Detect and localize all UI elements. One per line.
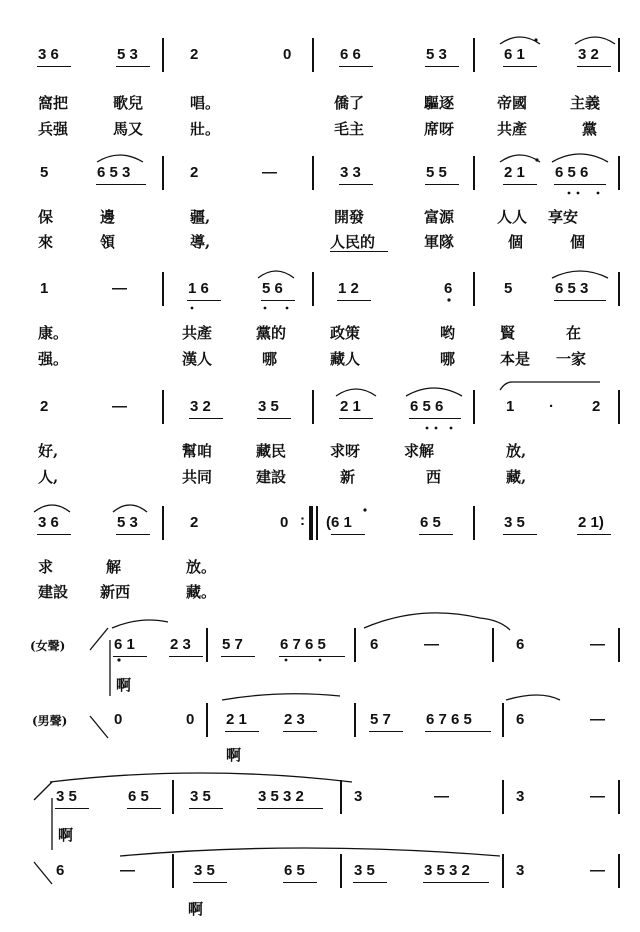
- note: 2: [190, 514, 199, 531]
- lyric: 啊: [116, 676, 132, 694]
- lyric: 個: [570, 233, 586, 251]
- note: —: [112, 398, 127, 415]
- note: 1 2: [338, 280, 359, 297]
- lyric: 享安: [548, 208, 579, 226]
- lyric: 建設: [38, 583, 69, 601]
- lyric: 求解: [404, 442, 435, 460]
- lyric: 强。: [38, 350, 69, 368]
- note: 3 3: [340, 164, 361, 181]
- note: 6: [370, 636, 379, 653]
- lyric: 兵强: [38, 120, 69, 138]
- octave-dots: [117, 38, 599, 661]
- note: 3: [354, 788, 363, 805]
- note: ·: [549, 398, 554, 415]
- note: 3: [516, 788, 525, 805]
- lyric: 人民的: [330, 233, 376, 251]
- lyric: 軍隊: [424, 233, 455, 251]
- lyric: 疆,: [190, 208, 211, 226]
- note: 3 5: [190, 788, 211, 805]
- lyric: 哟: [440, 324, 456, 342]
- note: 6 5: [284, 862, 305, 879]
- note: 2 1): [578, 514, 604, 531]
- note: 6 6: [340, 46, 361, 63]
- lyric: 放。: [186, 558, 217, 576]
- lyric: 席呀: [424, 120, 455, 138]
- lyric: 新西: [100, 583, 131, 601]
- note: 2: [190, 164, 199, 181]
- note: —: [434, 788, 449, 805]
- lyric: 黨的: [256, 324, 287, 342]
- note: 5 6: [262, 280, 283, 297]
- lyric: 康。: [38, 324, 69, 342]
- note: 3 2: [190, 398, 211, 415]
- lyric: 窩把: [38, 94, 69, 112]
- note: 2: [190, 46, 199, 63]
- note: 0: [283, 46, 292, 63]
- note: 6 5: [128, 788, 149, 805]
- note: —: [262, 164, 277, 181]
- note: 2 3: [170, 636, 191, 653]
- note: 5 3: [117, 514, 138, 531]
- lyric: 幫咱: [182, 442, 213, 460]
- lyric: 藏,: [506, 468, 527, 486]
- note: —: [590, 862, 605, 879]
- note: 3 5: [56, 788, 77, 805]
- note: 3 5 3 2: [258, 788, 304, 805]
- voice-braces: [34, 628, 110, 884]
- lyric: 黨: [582, 120, 598, 138]
- note: 3 5: [504, 514, 525, 531]
- repeat-colon: :: [300, 512, 305, 529]
- lyric: 西: [426, 468, 442, 486]
- note: —: [590, 636, 605, 653]
- note: —: [120, 862, 135, 879]
- note: 6 1: [504, 46, 525, 63]
- note: 6: [56, 862, 65, 879]
- note: 1: [40, 280, 49, 297]
- lyric: 保: [38, 208, 54, 226]
- lyric: 建設: [256, 468, 287, 486]
- lyric: 人,: [38, 468, 59, 486]
- note: 0: [114, 711, 123, 728]
- note: 3 5: [354, 862, 375, 879]
- lyric: 新: [340, 468, 356, 486]
- lyric: 開發: [334, 208, 365, 226]
- note: 3 5 3 2: [424, 862, 470, 879]
- note: 6 5: [420, 514, 441, 531]
- note: 6 5 3: [555, 280, 589, 297]
- note: 3 5: [194, 862, 215, 879]
- lyric: 藏人: [330, 350, 361, 368]
- lyric: 漢人: [182, 350, 213, 368]
- note: 5: [40, 164, 49, 181]
- lyric: 共同: [182, 468, 213, 486]
- lyric: 來: [38, 233, 54, 251]
- lyric: 馬又: [113, 120, 144, 138]
- female-voice-label: (女聲): [30, 639, 66, 653]
- lyric: 邊: [100, 208, 116, 226]
- lyric: 哪: [440, 350, 456, 368]
- lyric: 在: [566, 324, 582, 342]
- note: —: [424, 636, 439, 653]
- note: 5 7: [222, 636, 243, 653]
- note: 2: [592, 398, 601, 415]
- lyric: 導,: [190, 233, 211, 251]
- lyric: 主義: [570, 94, 601, 112]
- lyric: 領: [100, 233, 116, 251]
- lyric: 好,: [38, 442, 59, 460]
- note: 3 6: [38, 46, 59, 63]
- lyric: 毛主: [334, 120, 365, 138]
- note: 5 5: [426, 164, 447, 181]
- note: 5 7: [370, 711, 391, 728]
- lyric: 藏民: [256, 442, 287, 460]
- lyric: 本是: [500, 350, 531, 368]
- lyric: 求呀: [330, 442, 361, 460]
- note: 5 3: [426, 46, 447, 63]
- note: —: [590, 711, 605, 728]
- male-voice-label: (男聲): [32, 714, 68, 728]
- note: 6 7 6 5: [426, 711, 472, 728]
- lyric: 個: [508, 233, 524, 251]
- lyric: 啊: [188, 900, 204, 918]
- lyric: 啊: [226, 746, 242, 764]
- note: 2 3: [284, 711, 305, 728]
- lyric: 人人: [497, 208, 528, 226]
- lyric: 政策: [330, 324, 361, 342]
- lyric: 唱。: [190, 94, 221, 112]
- lyric: 帝國: [497, 94, 528, 112]
- note: 6: [444, 280, 453, 297]
- note: 0: [186, 711, 195, 728]
- note: 3: [516, 862, 525, 879]
- lyric: 壯。: [190, 120, 221, 138]
- slurs: [34, 37, 615, 856]
- note: 2: [40, 398, 49, 415]
- lyric: 一家: [556, 350, 587, 368]
- note: 2 1: [226, 711, 247, 728]
- lyric: 富源: [424, 208, 455, 226]
- note: 6 5 3: [97, 164, 131, 181]
- note: 5 3: [117, 46, 138, 63]
- note: (6 1: [326, 514, 352, 531]
- lyric: 賢: [500, 324, 516, 342]
- lyric: 驅逐: [424, 94, 455, 112]
- note: 2 1: [504, 164, 525, 181]
- lyric: 歌兒: [113, 94, 144, 112]
- lyric: 藏。: [186, 583, 217, 601]
- note: —: [112, 280, 127, 297]
- lyric: 哪: [262, 350, 278, 368]
- note: 0: [280, 514, 289, 531]
- lyric: 啊: [58, 826, 74, 844]
- note: 2 1: [340, 398, 361, 415]
- lyric: 共產: [497, 120, 528, 138]
- note: 1: [506, 398, 515, 415]
- note: 1 6: [188, 280, 209, 297]
- lyric: 解: [106, 558, 122, 576]
- lyric: 求: [38, 558, 54, 576]
- note: 6 1: [114, 636, 135, 653]
- note: 6 7 6 5: [280, 636, 326, 653]
- lyric: 共產: [182, 324, 213, 342]
- note: 6: [516, 636, 525, 653]
- note: 3 6: [38, 514, 59, 531]
- note: 3 5: [258, 398, 279, 415]
- note: 5: [504, 280, 513, 297]
- lyric: 放,: [506, 442, 527, 460]
- note: 6 5 6: [410, 398, 444, 415]
- lyric: 僑了: [334, 94, 365, 112]
- note: 6: [516, 711, 525, 728]
- note: 6 5 6: [555, 164, 589, 181]
- note: —: [590, 788, 605, 805]
- note: 3 2: [578, 46, 599, 63]
